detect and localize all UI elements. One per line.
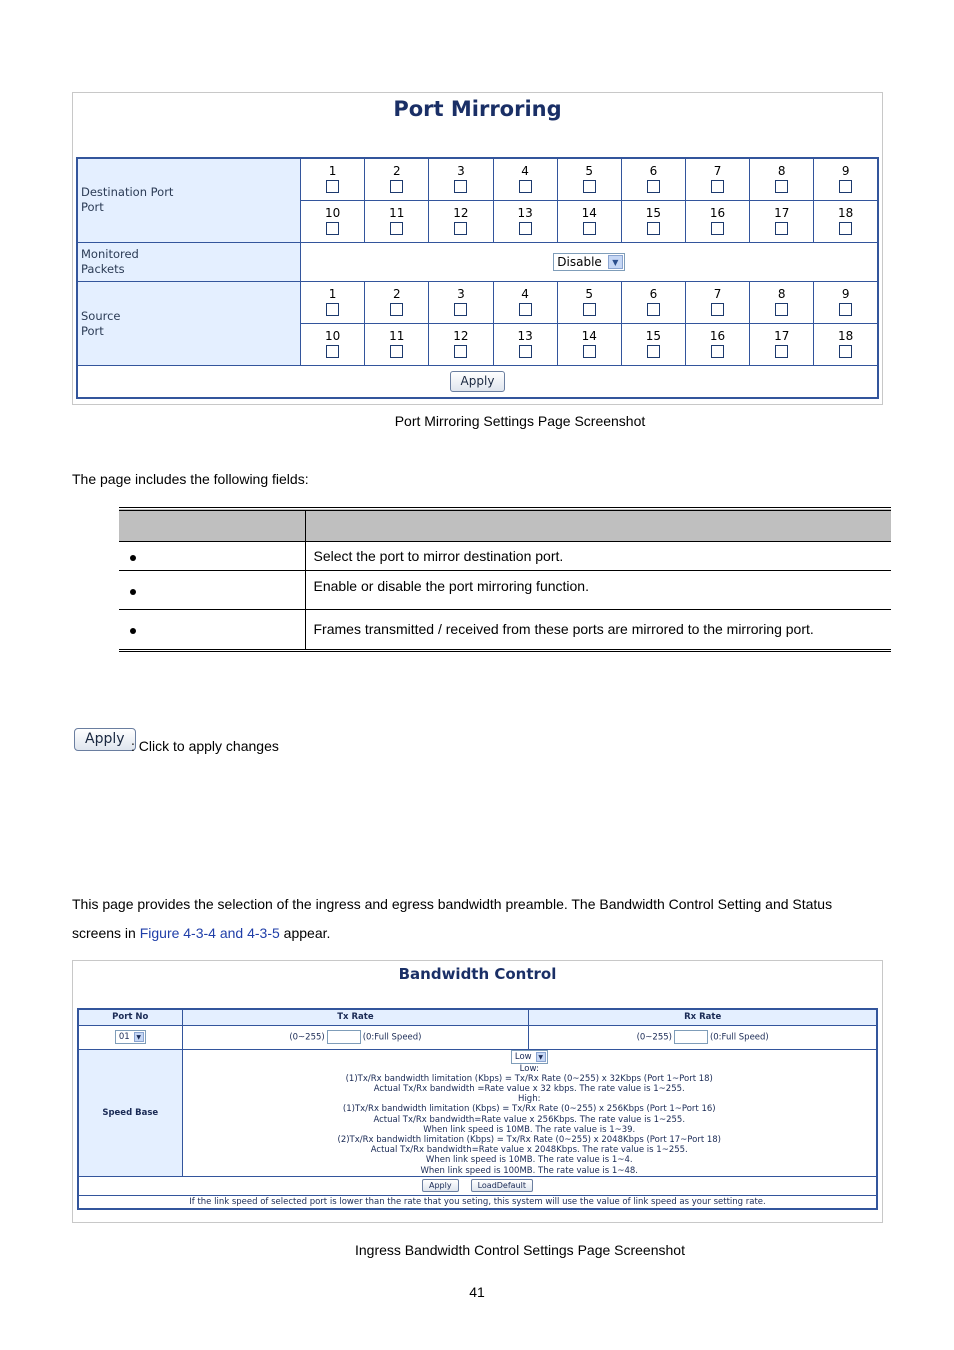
speed-line: (2)Tx/Rx bandwidth limitation (Kbps) = Tx/Rx Rate (0~255) x 2048Kbps (Port 17~Port 18) — [337, 1134, 721, 1145]
dest-port-cell: 15 — [621, 200, 685, 242]
src-port-checkbox[interactable] — [711, 345, 724, 358]
dest-port-cell: 2 — [365, 158, 429, 200]
src-port-checkbox[interactable] — [519, 345, 532, 358]
src-port-cell: 6 — [621, 282, 685, 324]
field-description: Select the port to mirror destination port. — [305, 541, 891, 570]
load-default-button[interactable]: LoadDefault — [471, 1179, 533, 1192]
monitored-packets-select[interactable]: Disable ▼ — [553, 253, 625, 271]
src-port-checkbox[interactable] — [583, 345, 596, 358]
bandwidth-control-title: Bandwidth Control — [398, 965, 557, 983]
src-port-checkbox[interactable] — [583, 303, 596, 316]
src-port-cell: 2 — [365, 282, 429, 324]
destination-port-label: Destination Port Port — [77, 158, 301, 242]
rx-rate-input[interactable] — [674, 1030, 708, 1044]
dest-port-checkbox[interactable] — [583, 180, 596, 193]
monitored-packets-label: Monitored Packets — [77, 242, 301, 281]
speed-line: When link speed is 10MB. The rate value is 1~39. — [423, 1124, 636, 1135]
src-port-cell: 12 — [429, 324, 493, 366]
src-port-checkbox[interactable] — [647, 303, 660, 316]
bw-apply-button[interactable]: Apply — [422, 1179, 459, 1192]
speed-line: (1)Tx/Rx bandwidth limitation (Kbps) = Tx/Rx Rate (0~255) x 256Kbps (Port 1~Port 16) — [342, 1104, 716, 1115]
dest-port-cell: 7 — [685, 158, 749, 200]
bandwidth-intro-line1: This page provides the selection of the ingress and egress bandwidth preamble. The Bandwidth Control Setting and Status — [72, 896, 833, 912]
page-number: 41 — [469, 1284, 485, 1300]
fields-table — [119, 507, 891, 652]
speed-base-label: Speed Base — [78, 1049, 182, 1176]
bullet-icon — [130, 589, 136, 595]
speed-line: (1)Tx/Rx bandwidth limitation (Kbps) = Tx/Rx Rate (0~255) x 32Kbps (Port 1~Port 18) — [345, 1073, 713, 1084]
speed-line: When link speed is 10MB. The rate value is 1~4. — [425, 1155, 633, 1166]
src-port-cell: 5 — [557, 282, 621, 324]
dest-port-checkbox[interactable] — [326, 222, 339, 235]
dest-port-checkbox[interactable] — [711, 180, 724, 193]
dest-port-checkbox[interactable] — [647, 222, 660, 235]
dest-port-checkbox[interactable] — [519, 222, 532, 235]
apply-button-image: Apply — [74, 728, 136, 751]
speed-line: When link speed is 100MB. The rate value is 1~48. — [420, 1165, 638, 1176]
dest-port-checkbox[interactable] — [583, 222, 596, 235]
src-port-checkbox[interactable] — [390, 345, 403, 358]
src-port-checkbox[interactable] — [711, 303, 724, 316]
dest-port-cell: 8 — [750, 158, 814, 200]
port-mirroring-caption: Port Mirroring Settings Page Screenshot — [394, 413, 646, 429]
dest-port-cell: 16 — [685, 200, 749, 242]
bandwidth-note: If the link speed of selected port is lower than the rate that you seting, this system will use the value of link speed as your setting rate. — [78, 1195, 877, 1209]
chevron-down-icon: ▼ — [608, 255, 623, 269]
dest-port-checkbox[interactable] — [647, 180, 660, 193]
speed-line: Actual Tx/Rx bandwidth =Rate value x 32 kbps. The rate value is 1~255. — [373, 1083, 685, 1094]
dest-port-cell: 3 — [429, 158, 493, 200]
dest-port-checkbox[interactable] — [839, 222, 852, 235]
src-port-cell: 8 — [750, 282, 814, 324]
dest-port-checkbox[interactable] — [454, 180, 467, 193]
speed-line: Actual Tx/Rx bandwidth=Rate value x 2048Kbps. The rate value is 1~255. — [370, 1145, 688, 1156]
dest-port-checkbox[interactable] — [454, 222, 467, 235]
dest-port-cell: 10 — [301, 200, 365, 242]
src-port-checkbox[interactable] — [647, 345, 660, 358]
dest-port-cell: 13 — [493, 200, 557, 242]
src-port-checkbox[interactable] — [775, 303, 788, 316]
dest-port-cell: 9 — [814, 158, 878, 200]
port-mirroring-screenshot — [72, 92, 883, 405]
dest-port-cell: 1 — [301, 158, 365, 200]
dest-port-checkbox[interactable] — [390, 180, 403, 193]
dest-port-checkbox[interactable] — [839, 180, 852, 193]
src-port-cell: 17 — [750, 324, 814, 366]
source-port-label: Source Port — [77, 282, 301, 366]
col-tx-rate: Tx Rate — [182, 1009, 529, 1025]
col-rx-rate: Rx Rate — [529, 1009, 877, 1025]
src-port-checkbox[interactable] — [454, 345, 467, 358]
dest-port-cell: 6 — [621, 158, 685, 200]
speed-line: Low: — [519, 1063, 539, 1074]
src-port-checkbox[interactable] — [775, 345, 788, 358]
dest-port-checkbox[interactable] — [519, 180, 532, 193]
dest-port-cell: 4 — [493, 158, 557, 200]
figure-link[interactable]: Figure 4-3-4 and 4-3-5 — [139, 925, 280, 941]
dest-port-cell: 5 — [557, 158, 621, 200]
src-port-checkbox[interactable] — [839, 345, 852, 358]
dest-port-checkbox[interactable] — [326, 180, 339, 193]
src-port-cell: 16 — [685, 324, 749, 366]
port-no-select[interactable]: 01 ▼ — [115, 1030, 146, 1044]
field-description: Enable or disable the port mirroring function. — [305, 570, 891, 609]
bullet-icon — [130, 555, 136, 561]
bandwidth-control-caption: Ingress Bandwidth Control Settings Page Screenshot — [355, 1242, 685, 1258]
src-port-checkbox[interactable] — [326, 303, 339, 316]
speed-line: High: — [518, 1094, 541, 1105]
src-port-checkbox[interactable] — [454, 303, 467, 316]
dest-port-checkbox[interactable] — [775, 180, 788, 193]
field-description: Frames transmitted / received from these ports are mirrored to the mirroring port. — [305, 609, 891, 650]
dest-port-cell: 18 — [814, 200, 878, 242]
tx-rate-input[interactable] — [327, 1030, 361, 1044]
apply-button[interactable]: Apply — [450, 371, 506, 392]
apply-description: : Click to apply changes — [131, 738, 279, 754]
src-port-cell: 15 — [621, 324, 685, 366]
dest-port-cell: 12 — [429, 200, 493, 242]
dest-port-checkbox[interactable] — [390, 222, 403, 235]
src-port-cell: 4 — [493, 282, 557, 324]
speed-base-select[interactable]: Low ▼ — [511, 1050, 548, 1064]
src-port-cell: 9 — [814, 282, 878, 324]
fields-intro: The page includes the following fields: — [72, 471, 309, 487]
src-port-checkbox[interactable] — [390, 303, 403, 316]
src-port-checkbox[interactable] — [519, 303, 532, 316]
dest-port-checkbox[interactable] — [775, 222, 788, 235]
col-port-no: Port No — [78, 1009, 182, 1025]
dest-port-checkbox[interactable] — [711, 222, 724, 235]
bandwidth-control-table: Port No Tx Rate Rx Rate 01 ▼ (0~255) (0:Full Speed) (0~255) (0:Full Speed) Speed Base Low ▼ Low: (1)Tx/Rx bandwidth limitation (Kbps) = Tx/Rx Rate (0~255) x 32Kbps (Port 1~Port 18) Actual Tx/Rx bandwidth =Rate value x 32 kbps. The rate value is 1~255. High: (1)Tx/Rx bandwidth limitation (Kbps) = Tx/Rx Rate (0~255) x 256Kbps (Port 1~Port 16) Actual Tx/Rx bandwidth=Rate value x 256Kbps. The rate value is 1~255. When link speed is 10MB. The rate value is 1~39. (2)Tx/Rx bandwidth limitation (Kbps) = Tx/Rx Rate (0~255) x 2048Kbps (Port 17~Port 18) Actual Tx/Rx bandwidth=Rate value x 2048Kbps. The rate value is 1~255. When link speed is 10MB. The rate value is 1~4. When link speed is 100MB. The rate value is 1~48. Apply LoadDefault If the link speed of selected port is lower than the rate that you seting, this system will use the value of link speed as your setting rate. — [77, 1008, 878, 1210]
bullet-icon — [130, 628, 136, 634]
speed-line: Actual Tx/Rx bandwidth=Rate value x 256Kbps. The rate value is 1~255. — [373, 1114, 686, 1125]
bandwidth-control-screenshot — [72, 960, 883, 1223]
chevron-down-icon: ▼ — [536, 1052, 546, 1062]
src-port-checkbox[interactable] — [839, 303, 852, 316]
src-port-cell: 18 — [814, 324, 878, 366]
src-port-cell: 1 — [301, 282, 365, 324]
src-port-cell: 3 — [429, 282, 493, 324]
src-port-cell: 7 — [685, 282, 749, 324]
chevron-down-icon: ▼ — [134, 1032, 144, 1042]
src-port-cell: 13 — [493, 324, 557, 366]
src-port-cell: 11 — [365, 324, 429, 366]
src-port-checkbox[interactable] — [326, 345, 339, 358]
dest-port-cell: 17 — [750, 200, 814, 242]
src-port-cell: 10 — [301, 324, 365, 366]
port-mirroring-title: Port Mirroring — [393, 97, 562, 121]
dest-port-cell: 14 — [557, 200, 621, 242]
port-mirroring-table — [76, 157, 879, 399]
dest-port-cell: 11 — [365, 200, 429, 242]
src-port-cell: 14 — [557, 324, 621, 366]
bandwidth-intro-line2: screens in Figure 4-3-4 and 4-3-5 appear. — [72, 925, 331, 941]
